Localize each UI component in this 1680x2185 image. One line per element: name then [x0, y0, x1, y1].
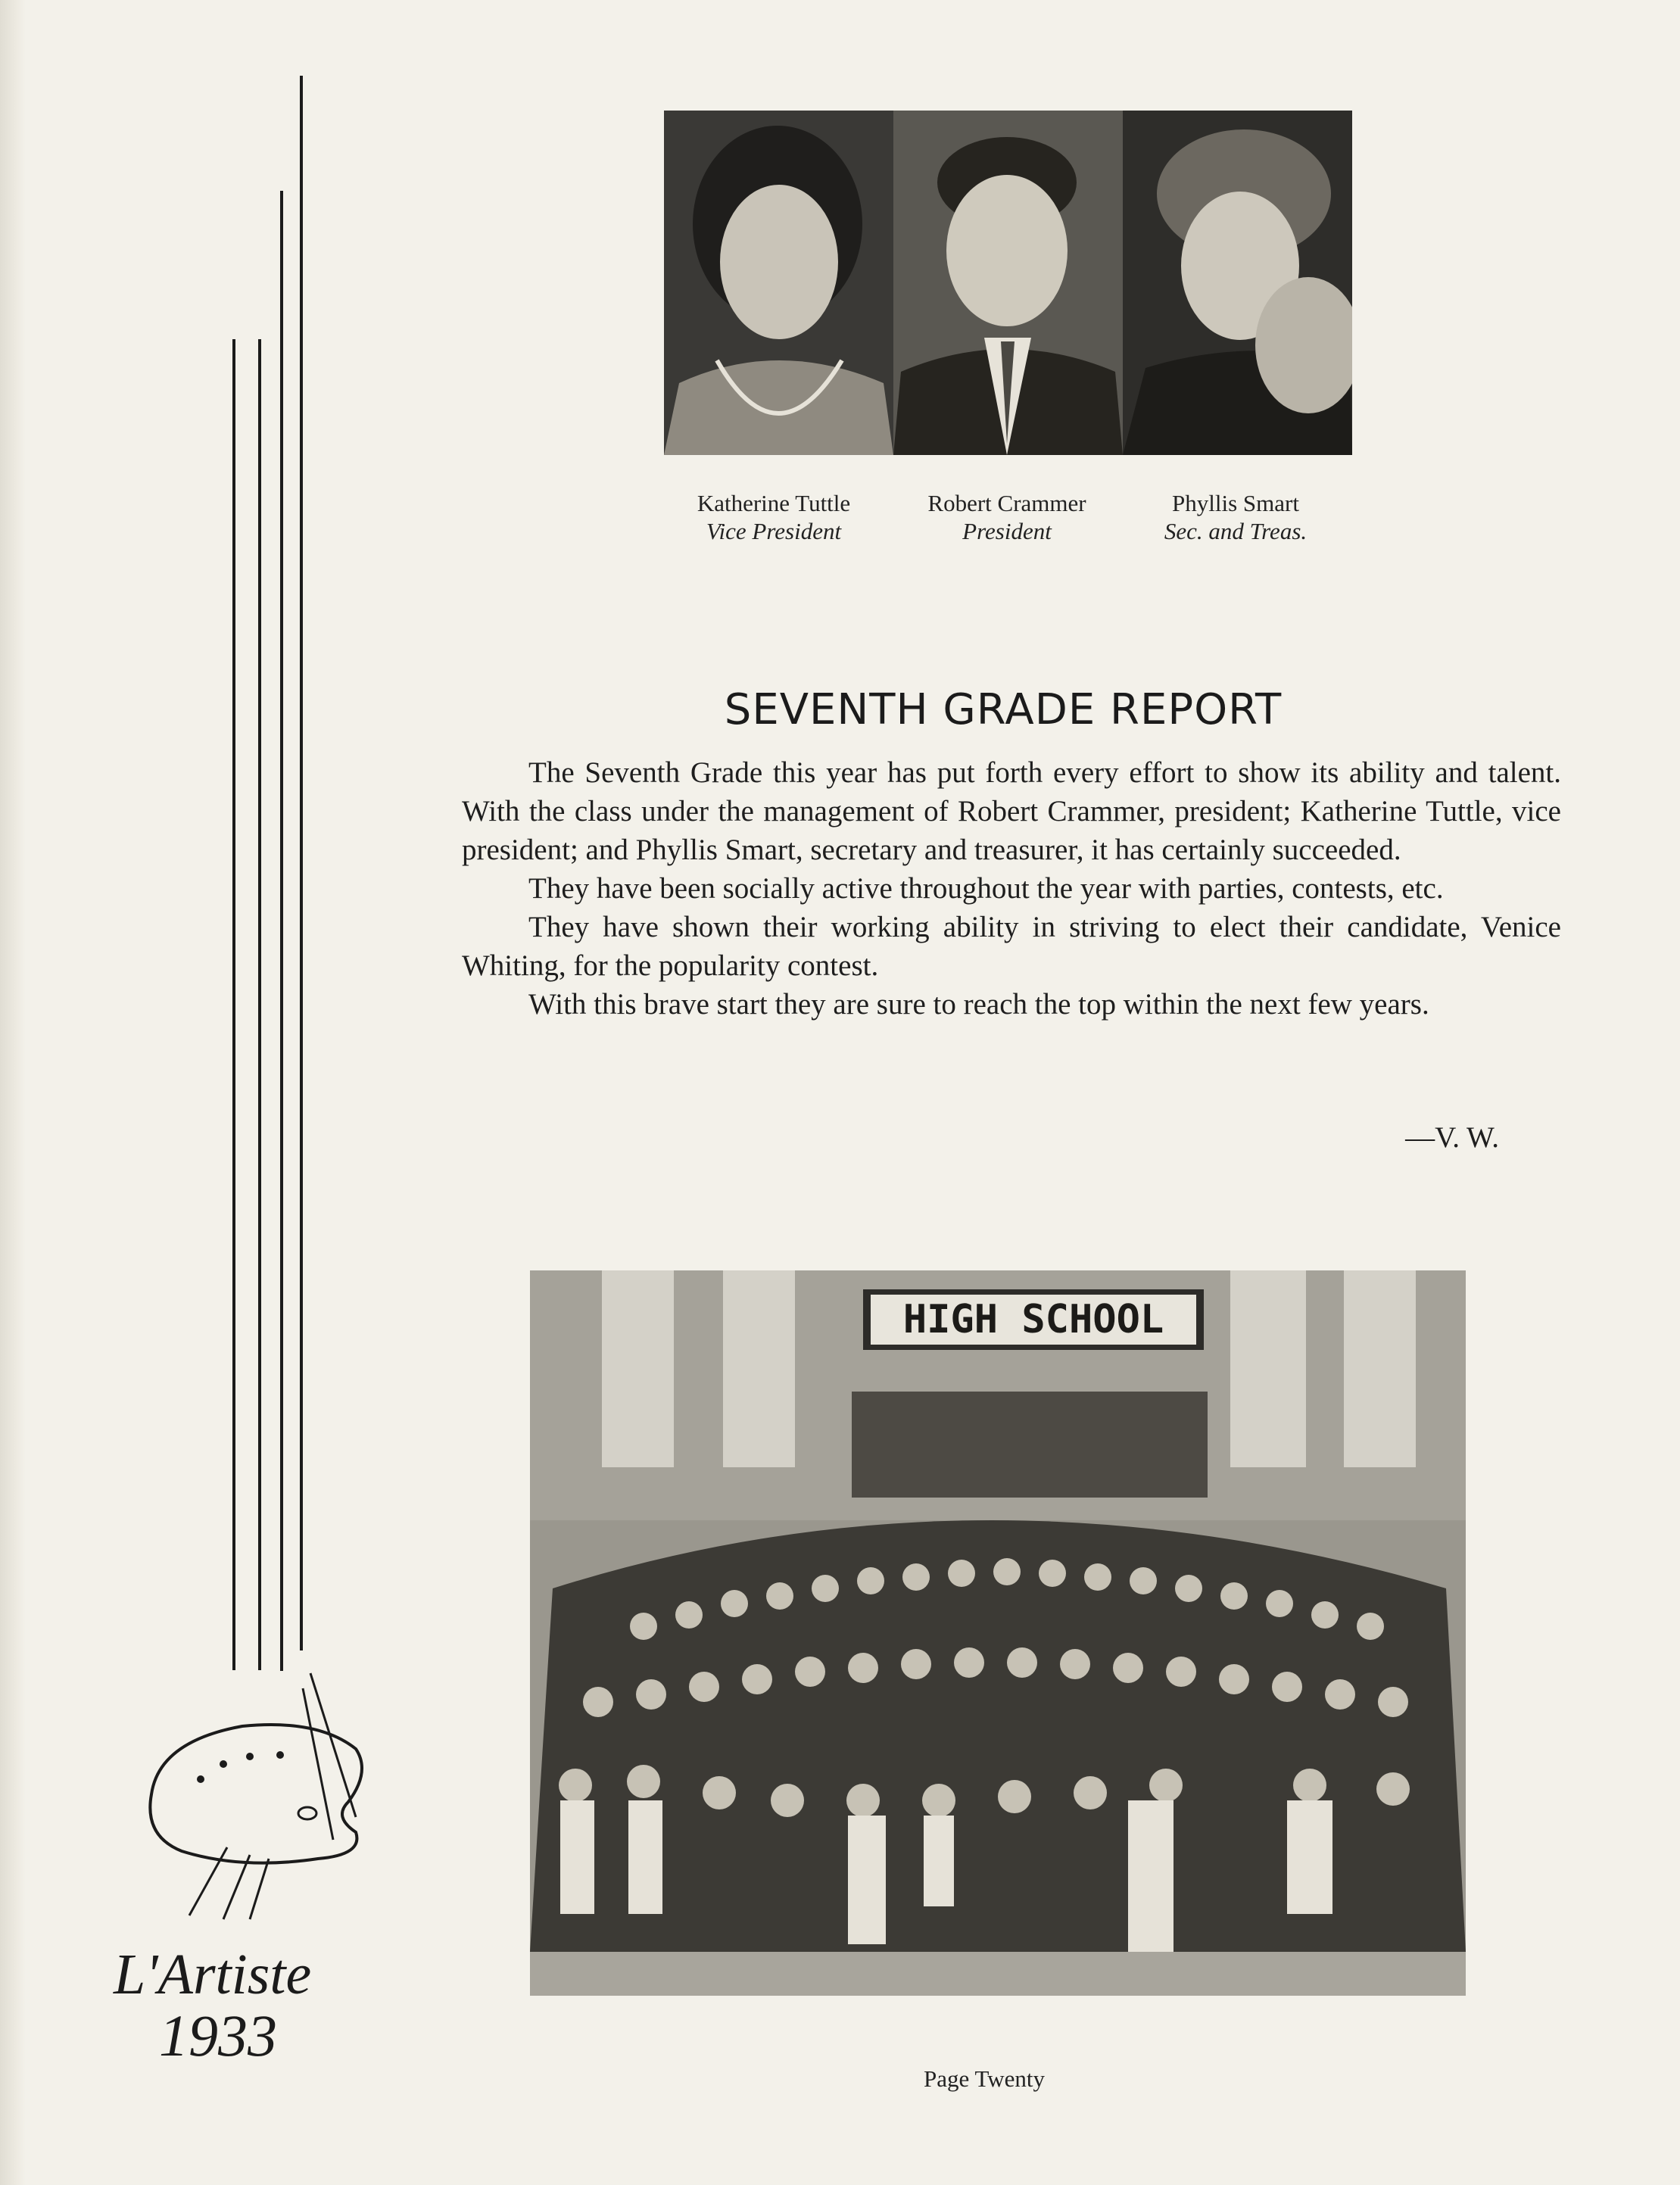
officer-name: Robert Crammer	[927, 490, 1086, 516]
caption-robert-crammer	[882, 489, 1132, 545]
report-signature: —V. W.	[1405, 1121, 1499, 1154]
officer-name: Katherine Tuttle	[697, 490, 851, 516]
report-body	[462, 753, 1561, 1024]
artist-palette-icon	[129, 1666, 379, 1923]
caption-phyllis-smart	[1111, 489, 1361, 545]
officer-title: President	[962, 518, 1052, 545]
officer-title: Sec. and Treas.	[1164, 518, 1308, 545]
report-paragraph: With this brave start they are sure to reach the top within the next few years.	[528, 988, 1429, 1021]
yearbook-title: L'Artiste	[114, 1943, 312, 2006]
portrait-robert-crammer	[893, 111, 1123, 455]
decorative-line-2	[280, 191, 283, 1671]
report-paragraph: They have been socially active throughout the year with parties, contests, etc.	[528, 872, 1444, 905]
high-school-sign: HIGH SCHOOL	[902, 1297, 1164, 1342]
decorative-line-1	[300, 76, 303, 1650]
decorative-line-3	[258, 339, 261, 1670]
caption-katherine-tuttle	[649, 489, 899, 545]
report-paragraph: The Seventh Grade this year has put forth every effort to show its ability and talent. With the class under the management of Robert Crammer, president; Katherine Tuttle, vice president; and Phyllis Smart, secretary and treasurer, it has certainly succeeded.	[462, 756, 1561, 866]
officer-title: Vice President	[706, 518, 842, 545]
portrait-phyllis-smart	[1123, 111, 1352, 455]
yearbook-logo	[114, 1943, 379, 2068]
officer-name: Phyllis Smart	[1172, 490, 1299, 516]
page-binding-edge	[0, 0, 26, 2185]
yearbook-year: 1933	[159, 2003, 277, 2068]
portrait-katherine-tuttle	[664, 111, 893, 455]
class-group-photo	[530, 1270, 1466, 1996]
page-number: Page Twenty	[924, 2065, 1045, 2092]
report-paragraph: They have shown their working ability in striving to elect their candidate, Venice Whiting, for the popularity contest.	[462, 911, 1561, 982]
report-heading: SEVENTH GRADE REPORT	[724, 685, 1283, 734]
decorative-line-4	[232, 339, 235, 1670]
